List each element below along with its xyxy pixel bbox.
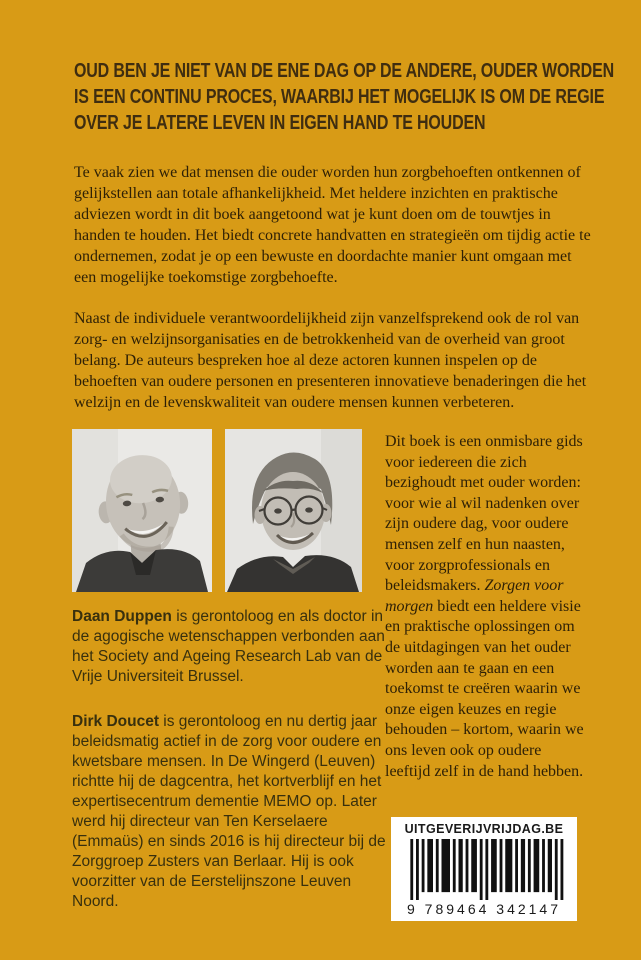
blurb-text-after: biedt een heldere visie en praktische oplossingen om de uitdagingen van het ouder worden aan te gaan en een toekomst te creëren waarin we onze eigen keuzes en regie behouden – kortom, waarin we ons leven ook op oudere leeftijd zelf in de hand hebben. (385, 597, 584, 780)
author-photo-dirk-doucet (225, 429, 362, 592)
daan-duppen-portrait-illustration (72, 429, 212, 592)
tagline-line-1: OUD BEN JE NIET VAN DE ENE DAG OP DE ANDERE, OUDER WORDEN (74, 60, 614, 82)
publisher-website: UITGEVERIJVRIJDAG.BE (404, 822, 564, 836)
intro-paragraph-1: Te vaak zien we dat mensen die ouder worden hun zorgbehoeften ontkennen of gelijkstellen aan totale afhankelijkheid. Met heldere inzichten en praktische adviezen wordt in dit boek aangetoond wat je kunt doen om de touwtjes in handen te houden. Het biedt concrete handvatten en strategieën om tijdig actie te ondernemen, zodat je op een bewuste en doordachte manier kunt omgaan met een mogelijke toekomstige zorgbehoefte. (74, 164, 591, 286)
book-title: Zorgen voor morgen (385, 577, 564, 615)
tagline-line-3: OVER JE LATERE LEVEN IN EIGEN HAND TE HOUDEN (74, 112, 486, 134)
intro-paragraph-2: Naast de individuele verantwoordelijkheid zijn vanzelfsprekend ook de rol van zorg- en welzijnsorganisaties en de betrokkenheid van de overheid van groot belang. De auteurs bespreken hoe al deze actoren kunnen inspelen op de behoeften van oudere personen en presenteren innovatieve benaderingen die het welzijn en de levenskwaliteit van oudere mensen kunnen verbeteren. (74, 310, 587, 411)
isbn-number: 9 789464 342147 (407, 901, 561, 917)
author-photos-row (72, 429, 362, 592)
author-bio-text: is gerontoloog en als doctor in de agogische wetenschappen verbonden aan het Society and Ageing Research Lab van de Vrije Universiteit Brussel. (72, 608, 385, 685)
dirk-doucet-portrait-illustration (225, 429, 362, 592)
author-name-daan-duppen: Daan Duppen (72, 608, 172, 625)
author-photo-daan-duppen (72, 429, 212, 592)
barcode-panel (391, 817, 577, 921)
author-bio-text: is gerontoloog en nu dertig jaar beleidsmatig actief in de zorg voor oudere en kwetsbare mensen. In De Wingerd (Leuven) richtte hij de dagcentra, het kortverblijf en het expertisecentrum dementie MEMO op. Later werd hij directeur van Ten Kerselaere (Emmaüs) en sinds 2016 is hij directeur bij de Zorggroep Zusters van Berlaar. Hij is ook voorzitter van de Eerstelijnszone Leuven Noord. (72, 713, 386, 910)
author-name-dirk-doucet: Dirk Doucet (72, 713, 159, 730)
cover-tagline (74, 58, 614, 136)
book-blurb (385, 432, 587, 782)
author-bio-daan-duppen (72, 607, 386, 687)
blurb-text-before: Dit boek is een onmisbare gids voor iedereen die zich bezighoudt met ouder worden: voor wie al wil nadenken over zijn oudere dag, voor oudere mensen zelf en hun naasten, voor zorgprofessionals en beleidsmakers. (385, 433, 583, 595)
author-bio-dirk-doucet (72, 712, 386, 912)
tagline-line-2: IS EEN CONTINU PROCES, WAARBIJ HET MOGELIJK IS OM DE REGIE (74, 86, 605, 108)
ean-barcode (399, 839, 569, 900)
